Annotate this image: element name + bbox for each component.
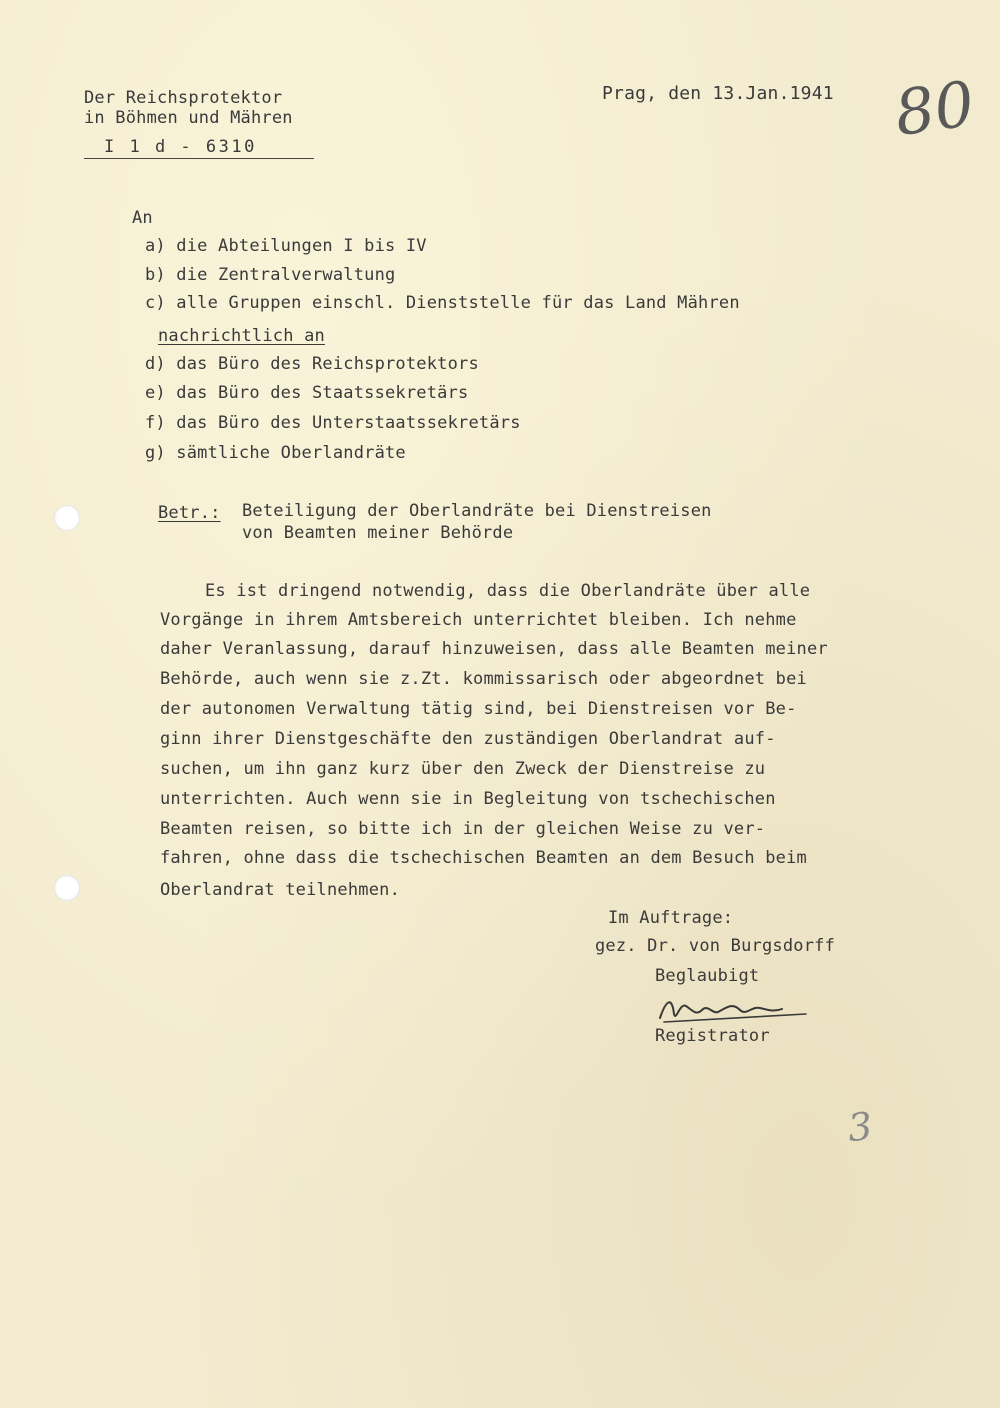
body-line: Behörde, auch wenn sie z.Zt. kommissarisch oder abgeordnet bei: [160, 669, 807, 689]
authority-line-2: in Böhmen und Mähren: [84, 108, 293, 128]
body-line: Beamten reisen, so bitte ich in der gleichen Weise zu ver-: [160, 819, 766, 839]
body-line: fahren, ohne dass die tschechischen Beamten an dem Besuch beim: [160, 848, 807, 868]
body-line: Vorgänge in ihrem Amtsbereich unterrichtet bleiben. Ich nehme: [160, 610, 797, 630]
body-line: unterrichten. Auch wenn sie in Begleitung von tschechischen: [160, 789, 776, 809]
cc-item: g) sämtliche Oberlandräte: [145, 443, 406, 463]
signed-by-line: gez. Dr. von Burgsdorff: [595, 936, 836, 956]
reference-number: I 1 d - 6310: [104, 137, 257, 157]
recipient-item: b) die Zentralverwaltung: [145, 265, 396, 285]
recipient-item: a) die Abteilungen I bis IV: [145, 236, 427, 256]
pencil-mark: 3: [845, 1103, 875, 1151]
cc-label: nachrichtlich an: [158, 326, 325, 346]
folio-number: 80: [890, 66, 979, 151]
recipient-item: c) alle Gruppen einschl. Dienststelle für das Land Mähren: [145, 293, 740, 313]
punch-hole-lower: [54, 875, 80, 901]
on-behalf-line: Im Auftrage:: [608, 908, 734, 928]
cc-item: e) das Büro des Staatssekretärs: [145, 383, 469, 403]
registrar-role: Registrator: [655, 1026, 770, 1046]
subject-line-2: von Beamten meiner Behörde: [242, 523, 514, 543]
subject-label: Betr.:: [158, 503, 221, 523]
body-line: suchen, um ihn ganz kurz über den Zweck der Dienstreise zu: [160, 759, 766, 779]
signature: [656, 992, 826, 1028]
body-line: Es ist dringend notwendig, dass die Oberlandräte über alle: [205, 581, 811, 601]
certified-line: Beglaubigt: [655, 966, 760, 986]
authority-line-1: Der Reichsprotektor: [84, 88, 283, 108]
subject-line-1: Beteiligung der Oberlandräte bei Dienstreisen: [242, 501, 712, 521]
place-date: Prag, den 13.Jan.1941: [602, 83, 834, 104]
body-line: daher Veranlassung, darauf hinzuweisen, dass alle Beamten meiner: [160, 639, 828, 659]
cc-item: f) das Büro des Unterstaatssekretärs: [145, 413, 521, 433]
reference-underline: [84, 158, 314, 159]
signature-scrawl-icon: [656, 992, 826, 1028]
body-line: Oberlandrat teilnehmen.: [160, 880, 401, 900]
body-line: der autonomen Verwaltung tätig sind, bei Dienstreisen vor Be-: [160, 699, 797, 719]
punch-hole-upper: [54, 505, 80, 531]
body-line: ginn ihrer Dienstgeschäfte den zuständigen Oberlandrat auf-: [160, 729, 776, 749]
cc-item: d) das Büro des Reichsprotektors: [145, 354, 479, 374]
recipients-label: An: [132, 208, 153, 228]
